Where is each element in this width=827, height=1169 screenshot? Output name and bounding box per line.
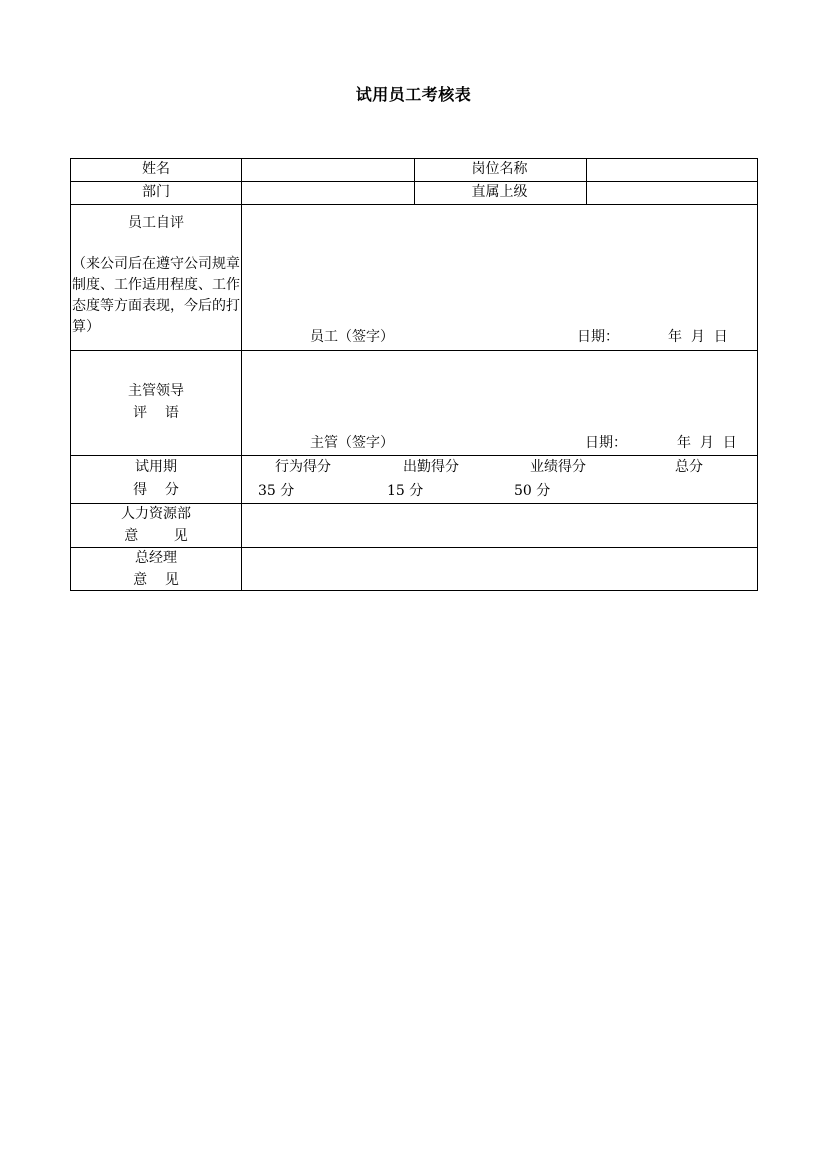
department-field[interactable] (242, 181, 413, 203)
score-label: 试用期 (135, 459, 177, 475)
employee-sign-label: 员工（签字） (310, 329, 394, 345)
manager-eval-label-2: 评 语 (133, 405, 179, 421)
self-eval-label: 员工自评 (128, 215, 184, 231)
supervisor-label: 直属上级 (471, 184, 528, 200)
attendance-score-value: 15 分 (387, 483, 424, 499)
row-divider (71, 455, 757, 456)
name-field[interactable] (242, 159, 413, 180)
performance-score-value: 50 分 (514, 483, 551, 499)
supervisor-field[interactable] (586, 181, 757, 203)
employee-date-label: 日期： (577, 329, 619, 345)
manager-eval-label: 主管领导 (128, 383, 184, 399)
hr-opinion-label-2: 意 见 (124, 528, 188, 544)
name-label: 姓名 (142, 161, 170, 177)
gm-opinion-label-2: 意 见 (133, 572, 179, 588)
hr-opinion-label: 人力资源部 (121, 506, 191, 522)
position-label: 岗位名称 (471, 161, 528, 177)
manager-eval-field[interactable] (242, 350, 757, 430)
attendance-score-header: 出勤得分 (403, 459, 459, 475)
self-eval-field[interactable] (242, 204, 757, 324)
performance-score-header: 业绩得分 (530, 459, 586, 475)
gm-opinion-field[interactable] (242, 547, 757, 590)
behavior-score-value: 35 分 (258, 483, 295, 499)
total-score-field[interactable] (660, 480, 757, 501)
self-eval-description: （来公司后在遵守公司规章制度、工作适用程度、工作态度等方面表现，今后的打算） (72, 256, 240, 335)
manager-sign-label: 主管（签字） (310, 435, 394, 451)
page-title: 试用员工考核表 (355, 85, 472, 104)
department-label: 部门 (142, 184, 170, 200)
manager-date-ymd: 年 月 日 (677, 435, 737, 451)
employee-date-ymd: 年 月 日 (668, 329, 728, 345)
total-score-header: 总分 (675, 459, 703, 475)
manager-date-label: 日期： (585, 435, 627, 451)
hr-opinion-field[interactable] (242, 503, 757, 546)
score-label-2: 得 分 (133, 482, 179, 498)
position-field[interactable] (586, 159, 757, 180)
behavior-score-header: 行为得分 (275, 459, 331, 475)
gm-opinion-label: 总经理 (135, 550, 177, 566)
